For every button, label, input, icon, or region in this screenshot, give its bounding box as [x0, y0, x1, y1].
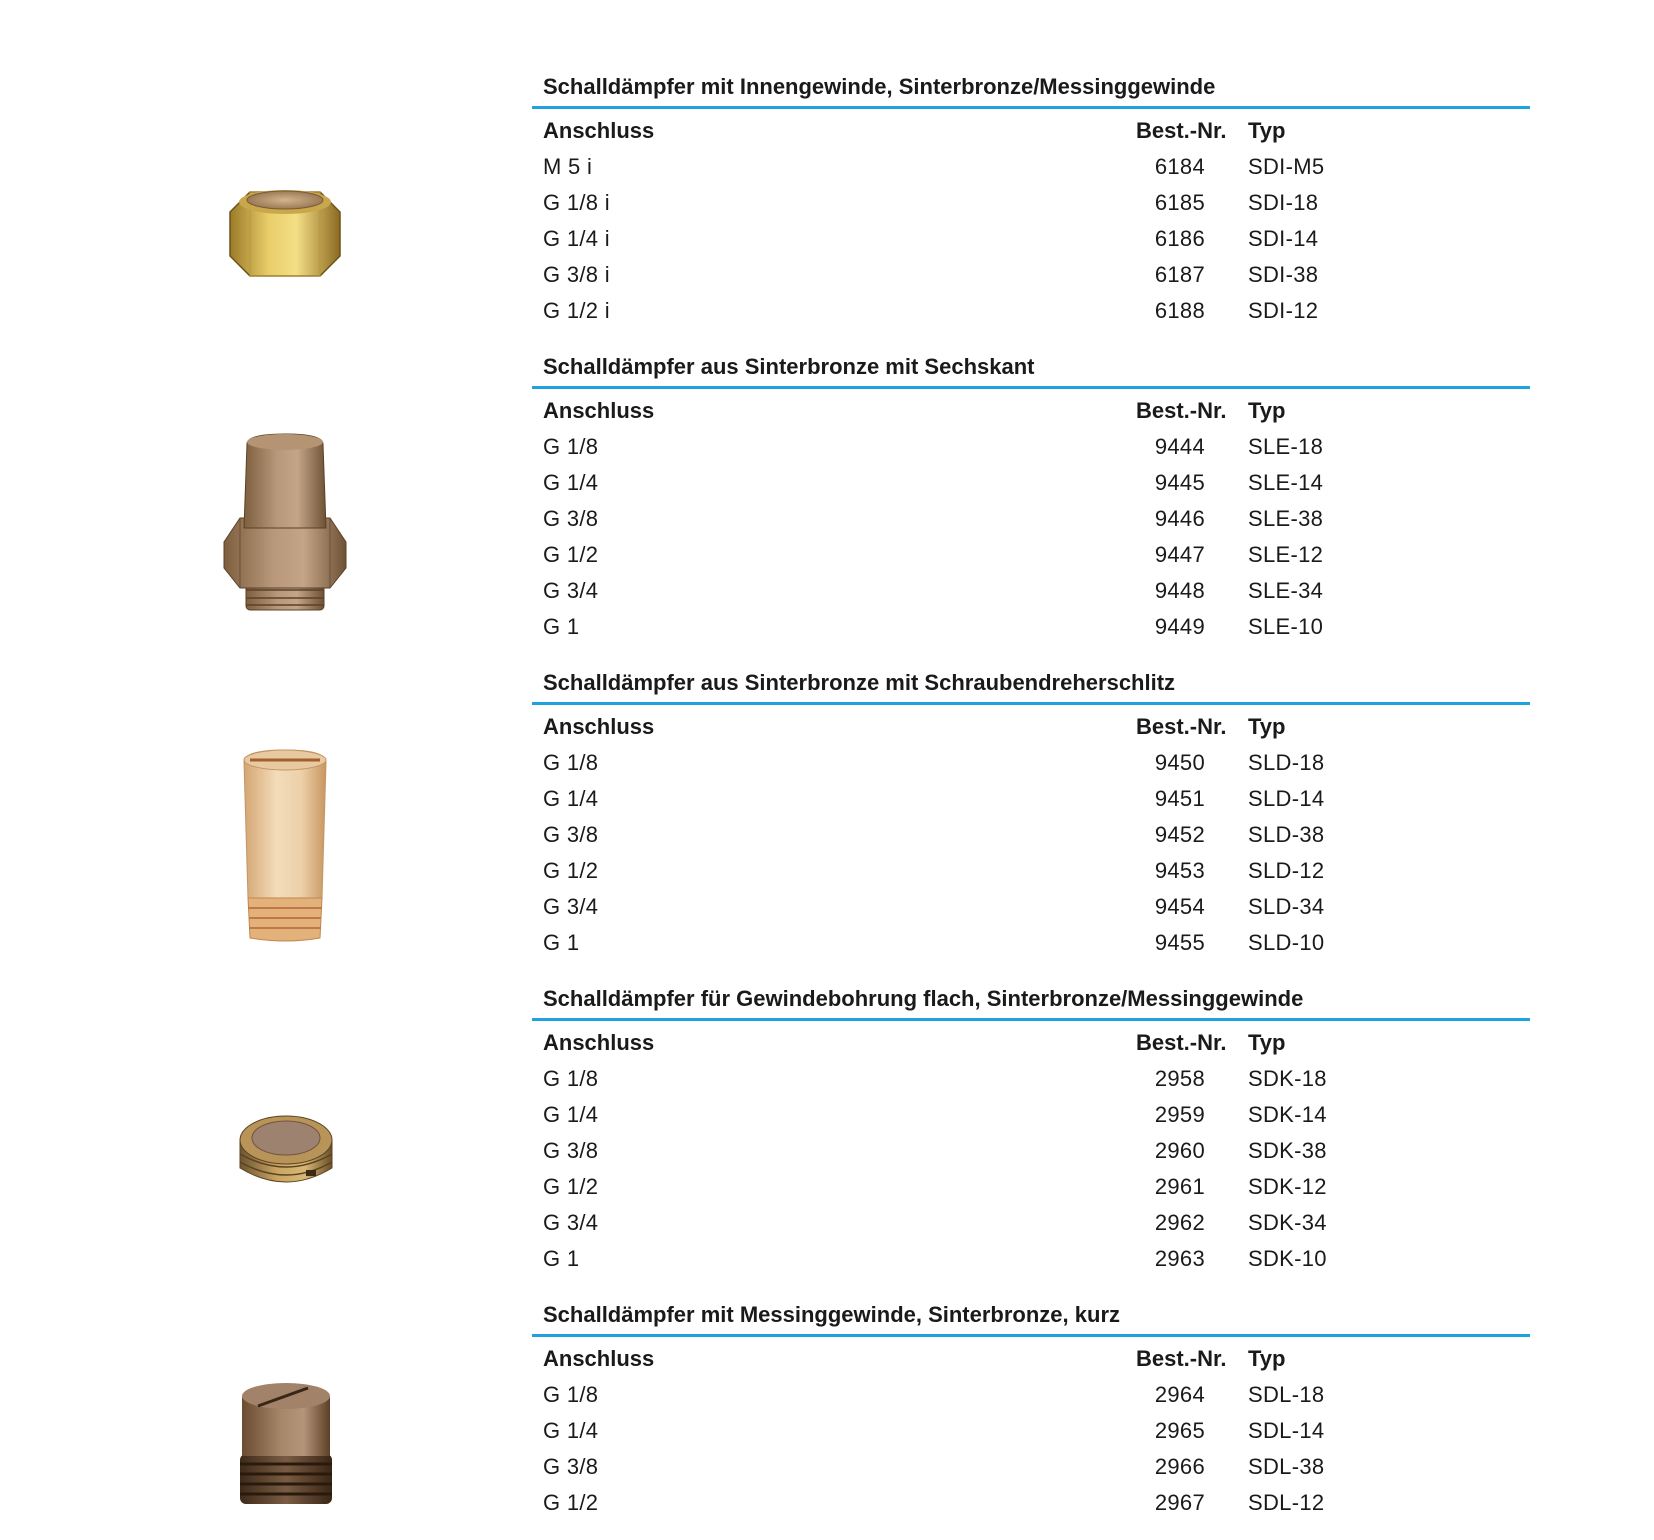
cell-typ: SDI-12	[1248, 298, 1319, 323]
cell-best-nr: 2959	[1154, 1102, 1205, 1127]
col-best-nr-header: Best.-Nr.	[1136, 1030, 1227, 1055]
cell-best-nr: 9451	[1154, 786, 1205, 811]
cell-anschluss: G 1/2	[543, 542, 599, 567]
table-row	[0, 262, 1654, 298]
table-header	[0, 1346, 1654, 1382]
table-row	[0, 894, 1654, 930]
cell-best-nr: 2966	[1154, 1454, 1205, 1479]
col-best-nr-header: Best.-Nr.	[1136, 714, 1227, 739]
col-best-nr-header: Best.-Nr.	[1136, 398, 1227, 423]
cell-anschluss: G 1	[543, 930, 580, 955]
cell-anschluss: G 1/8	[543, 1066, 599, 1091]
cell-typ: SLD-10	[1248, 930, 1325, 955]
cell-anschluss: G 3/4	[543, 578, 599, 603]
table-row	[0, 298, 1654, 334]
cell-best-nr: 9454	[1154, 894, 1205, 919]
cell-typ: SDI-38	[1248, 262, 1319, 287]
section-title: Schalldämpfer aus Sinterbronze mit Sechskant	[543, 354, 1035, 379]
section-title: Schalldämpfer für Gewindebohrung flach, Sinterbronze/Messinggewinde	[543, 986, 1304, 1011]
col-best-nr-header: Best.-Nr.	[1136, 118, 1227, 143]
cell-best-nr: 6184	[1154, 154, 1205, 179]
cell-typ: SDL-12	[1248, 1490, 1325, 1515]
cell-anschluss: G 1/8	[543, 1382, 599, 1407]
cell-typ: SDK-14	[1248, 1102, 1327, 1127]
table-row	[0, 786, 1654, 822]
cell-anschluss: G 3/4	[543, 894, 599, 919]
cell-typ: SLE-38	[1248, 506, 1324, 531]
cell-best-nr: 9445	[1154, 470, 1205, 495]
section-divider	[532, 1018, 1530, 1021]
cell-typ: SDK-38	[1248, 1138, 1327, 1163]
cell-anschluss: G 1/2	[543, 1174, 599, 1199]
cell-best-nr: 9455	[1154, 930, 1205, 955]
cell-anschluss: G 1/4	[543, 1102, 599, 1127]
section-title: Schalldämpfer aus Sinterbronze mit Schraubendreherschlitz	[543, 670, 1176, 695]
table-row	[0, 578, 1654, 614]
cell-best-nr: 2958	[1154, 1066, 1205, 1091]
table-row	[0, 1210, 1654, 1246]
table-row	[0, 154, 1654, 190]
cell-typ: SDI-14	[1248, 226, 1319, 251]
col-anschluss-header: Anschluss	[543, 1030, 655, 1055]
cell-anschluss: G 3/4	[543, 1210, 599, 1235]
cell-best-nr: 6186	[1154, 226, 1205, 251]
table-row	[0, 750, 1654, 786]
cell-best-nr: 2965	[1154, 1418, 1205, 1443]
cell-typ: SLD-18	[1248, 750, 1325, 775]
cell-anschluss: G 3/8	[543, 1138, 599, 1163]
col-best-nr-header: Best.-Nr.	[1136, 1346, 1227, 1371]
cell-anschluss: G 1/2 i	[543, 298, 610, 323]
cell-typ: SDI-18	[1248, 190, 1319, 215]
table-row	[0, 1246, 1654, 1282]
cell-typ: SDL-38	[1248, 1454, 1325, 1479]
table-row	[0, 1382, 1654, 1418]
cell-best-nr: 2961	[1154, 1174, 1205, 1199]
cell-typ: SLD-12	[1248, 858, 1325, 883]
cell-anschluss: G 1/4	[543, 470, 599, 495]
cell-anschluss: G 1/8	[543, 750, 599, 775]
col-typ-header: Typ	[1248, 118, 1286, 143]
col-typ-header: Typ	[1248, 1346, 1286, 1371]
cell-best-nr: 2964	[1154, 1382, 1205, 1407]
table-row	[0, 1418, 1654, 1454]
table-row	[0, 1454, 1654, 1490]
table-row	[0, 1490, 1654, 1526]
col-anschluss-header: Anschluss	[543, 714, 655, 739]
table-row	[0, 614, 1654, 650]
col-typ-header: Typ	[1248, 714, 1286, 739]
table-header	[0, 1030, 1654, 1066]
cell-typ: SLE-18	[1248, 434, 1324, 459]
section-divider	[532, 106, 1530, 109]
col-anschluss-header: Anschluss	[543, 398, 655, 423]
cell-anschluss: G 1/4	[543, 1418, 599, 1443]
table-row	[0, 1138, 1654, 1174]
col-typ-header: Typ	[1248, 398, 1286, 423]
cell-anschluss: G 3/8	[543, 506, 599, 531]
cell-anschluss: G 1/4 i	[543, 226, 610, 251]
table-header	[0, 118, 1654, 154]
table-row	[0, 858, 1654, 894]
cell-typ: SDK-10	[1248, 1246, 1327, 1271]
cell-best-nr: 9449	[1154, 614, 1205, 639]
table-row	[0, 190, 1654, 226]
table-row	[0, 470, 1654, 506]
cell-typ: SLD-34	[1248, 894, 1325, 919]
col-anschluss-header: Anschluss	[543, 118, 655, 143]
cell-best-nr: 2967	[1154, 1490, 1205, 1515]
cell-anschluss: G 1/2	[543, 858, 599, 883]
cell-typ: SDL-14	[1248, 1418, 1325, 1443]
cell-typ: SLE-34	[1248, 578, 1324, 603]
cell-best-nr: 9444	[1154, 434, 1205, 459]
col-typ-header: Typ	[1248, 1030, 1286, 1055]
table-row	[0, 506, 1654, 542]
cell-anschluss: G 1/4	[543, 786, 599, 811]
table-row	[0, 822, 1654, 858]
cell-typ: SLE-10	[1248, 614, 1324, 639]
cell-typ: SDK-12	[1248, 1174, 1327, 1199]
cell-anschluss: M 5 i	[543, 154, 593, 179]
cell-best-nr: 2962	[1154, 1210, 1205, 1235]
cell-best-nr: 6188	[1154, 298, 1205, 323]
section-title: Schalldämpfer mit Innengewinde, Sinterbronze/Messinggewinde	[543, 74, 1216, 99]
cell-anschluss: G 3/8 i	[543, 262, 610, 287]
cell-typ: SLD-38	[1248, 822, 1325, 847]
cell-best-nr: 9448	[1154, 578, 1205, 603]
cell-anschluss: G 3/8	[543, 1454, 599, 1479]
cell-best-nr: 9450	[1154, 750, 1205, 775]
cell-anschluss: G 1	[543, 1246, 580, 1271]
table-row	[0, 1174, 1654, 1210]
section-divider	[532, 1334, 1530, 1337]
section-divider	[532, 386, 1530, 389]
cell-best-nr: 9452	[1154, 822, 1205, 847]
cell-anschluss: G 1/2	[543, 1490, 599, 1515]
table-row	[0, 1066, 1654, 1102]
cell-best-nr: 9453	[1154, 858, 1205, 883]
table-row	[0, 1102, 1654, 1138]
cell-best-nr: 2963	[1154, 1246, 1205, 1271]
cell-typ: SDL-18	[1248, 1382, 1325, 1407]
table-row	[0, 434, 1654, 470]
cell-anschluss: G 1	[543, 614, 580, 639]
cell-anschluss: G 1/8	[543, 434, 599, 459]
cell-typ: SLD-14	[1248, 786, 1325, 811]
table-row	[0, 930, 1654, 966]
cell-best-nr: 9446	[1154, 506, 1205, 531]
table-header	[0, 398, 1654, 434]
cell-anschluss: G 1/8 i	[543, 190, 610, 215]
section-divider	[532, 702, 1530, 705]
section-title: Schalldämpfer mit Messinggewinde, Sinterbronze, kurz	[543, 1302, 1121, 1327]
cell-best-nr: 9447	[1154, 542, 1205, 567]
cell-best-nr: 6185	[1154, 190, 1205, 215]
cell-anschluss: G 3/8	[543, 822, 599, 847]
table-row	[0, 542, 1654, 578]
col-anschluss-header: Anschluss	[543, 1346, 655, 1371]
cell-typ: SLE-14	[1248, 470, 1324, 495]
table-header	[0, 714, 1654, 750]
table-row	[0, 226, 1654, 262]
cell-typ: SLE-12	[1248, 542, 1324, 567]
cell-typ: SDK-18	[1248, 1066, 1327, 1091]
cell-best-nr: 6187	[1154, 262, 1205, 287]
cell-typ: SDI-M5	[1248, 154, 1325, 179]
cell-best-nr: 2960	[1154, 1138, 1205, 1163]
cell-typ: SDK-34	[1248, 1210, 1327, 1235]
